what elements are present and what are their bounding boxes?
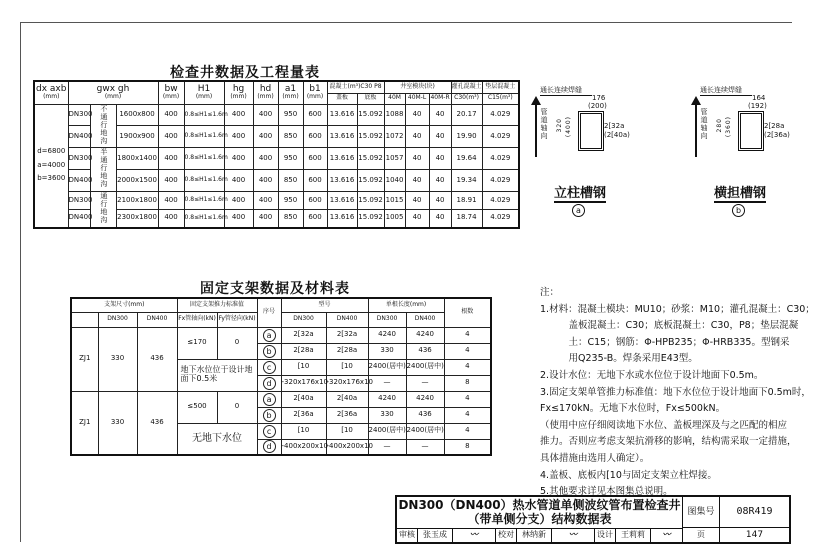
trench-type-text: 通行地沟: [99, 191, 108, 224]
m40l-cell: 40: [405, 170, 429, 192]
m40-cell: 1040: [384, 170, 405, 192]
header-bw: [158, 81, 184, 104]
support-dn400: 436: [137, 327, 177, 391]
header-fy: Fy管径向(kN): [217, 312, 257, 327]
checker-signature: 〰: [552, 528, 595, 542]
seq-mark: d: [263, 440, 276, 453]
unit: (mm): [282, 93, 299, 101]
c15-cell: 4.029: [482, 126, 519, 148]
length-dn300: 4240: [368, 391, 406, 407]
hg-cell: 400: [224, 104, 253, 126]
size-cell: 1800x1400: [116, 148, 158, 170]
seq-mark: c: [263, 361, 276, 374]
header-dn400: DN400: [137, 312, 177, 327]
support-dn400: 436: [137, 391, 177, 455]
length-dn400: 4240: [406, 391, 444, 407]
model-dn400: -400x200x10: [326, 439, 368, 455]
water-condition: 地下水位位于设计地面下0.5米: [177, 359, 257, 391]
seq-cell: [257, 343, 281, 359]
h1-cell: 0.8≤H1≤1.6m: [184, 209, 224, 227]
support-name: ZJ1: [71, 327, 98, 391]
channel-section-box: [738, 111, 764, 151]
length-dn400: 2400(居中): [406, 423, 444, 439]
reviewer-signature: 〰: [453, 528, 496, 542]
b1-cell: 600: [303, 148, 327, 170]
header-hg: [224, 81, 253, 104]
unit: (mm): [195, 93, 213, 101]
header-dn300: DN300: [98, 312, 137, 327]
axis-arrow-icon: [535, 102, 537, 157]
model-dn400: -320x176x10: [326, 375, 368, 391]
steel-spec-alt: (2[40a): [604, 131, 630, 139]
header-text: a1: [284, 83, 297, 94]
length-dn300: 330: [368, 343, 406, 359]
note-line: 5.其他要求详见本图集总说明。: [540, 486, 673, 498]
note-line: 土：C15；钢筋：Φ-HPB235；Φ-HRB335。型钢采: [540, 336, 790, 348]
model-dn300: 2[40a: [281, 391, 326, 407]
bottom-cell: 15.092: [357, 209, 384, 227]
a1-cell: 950: [278, 148, 303, 170]
dn-cell: DN400: [68, 170, 90, 192]
unit: (mm): [257, 93, 274, 101]
a1-cell: 950: [278, 104, 303, 126]
size-cell: 1900x900: [116, 126, 158, 148]
unit: (mm): [230, 93, 247, 101]
hg-cell: 400: [224, 209, 253, 227]
header-size: 支架尺寸(mm): [71, 298, 177, 312]
manhole-data-table: [33, 80, 520, 229]
section-mark: b: [732, 204, 745, 217]
cover-cell: 13.616: [327, 209, 357, 227]
seq-mark: c: [263, 425, 276, 438]
model-dn400: [10: [326, 423, 368, 439]
m40l-cell: 40: [405, 126, 429, 148]
hd-cell: 400: [253, 126, 278, 148]
frame-line: [20, 22, 792, 23]
bottom-cell: 15.092: [357, 104, 384, 126]
header-h1: [184, 81, 224, 104]
seq-mark: b: [263, 345, 276, 358]
seq-cell: [257, 359, 281, 375]
note-line: 用Q235-B。焊条采用E43型。: [540, 353, 698, 365]
c30-cell: 18.91: [451, 191, 482, 209]
cover-cell: 13.616: [327, 148, 357, 170]
length-dn300: 330: [368, 407, 406, 423]
support-name: ZJ1: [71, 391, 98, 455]
header-b1: [303, 81, 327, 104]
count: 4: [444, 423, 491, 439]
seq-mark: b: [263, 409, 276, 422]
dn-cell: DN400: [68, 126, 90, 148]
model-dn400: 2[32a: [326, 327, 368, 343]
header-model: 型号: [281, 298, 368, 312]
length-dn300: 2400(居中): [368, 359, 406, 375]
m40l-cell: 40: [405, 148, 429, 170]
unit: (mm): [43, 93, 60, 101]
seq-cell: [257, 407, 281, 423]
c30-cell: 19.90: [451, 126, 482, 148]
reviewer-name: 张玉成: [418, 528, 453, 542]
header-a1: [278, 81, 303, 104]
header-concrete: 混凝土(m³)C30 P8: [327, 81, 384, 93]
size-cell: 2300x1800: [116, 209, 158, 227]
signature-row: [397, 528, 683, 542]
m40-cell: 1005: [384, 209, 405, 227]
c30-cell: 20.17: [451, 104, 482, 126]
dn-cell: DN400: [68, 209, 90, 227]
length-dn400: 4240: [406, 327, 444, 343]
arrow-head-icon: [531, 96, 541, 105]
dimension: a=4000: [37, 160, 66, 169]
m40r-cell: 40: [429, 104, 451, 126]
bottom-cell: 15.092: [357, 170, 384, 192]
m40-cell: 1015: [384, 191, 405, 209]
axis-arrow-icon: [695, 102, 697, 157]
header-text: dx axb: [36, 83, 67, 94]
c30-cell: 19.64: [451, 148, 482, 170]
seq-mark: a: [263, 393, 276, 406]
dim-side: 280: [716, 118, 723, 133]
c30-cell: 19.34: [451, 170, 482, 192]
h1-cell: 0.8≤H1≤1.6m: [184, 191, 224, 209]
dn-cell: DN300: [68, 148, 90, 170]
seq-cell: [257, 375, 281, 391]
model-dn300: -320x176x10: [281, 375, 326, 391]
header-text: H1: [197, 83, 211, 94]
b1-cell: 600: [303, 191, 327, 209]
h1-cell: 0.8≤H1≤1.6m: [184, 126, 224, 148]
count: 4: [444, 359, 491, 375]
m40-cell: 1057: [384, 148, 405, 170]
length-dn400: —: [406, 439, 444, 455]
cover-cell: 13.616: [327, 191, 357, 209]
section-caption: 横担槽钢: [714, 182, 766, 203]
design-label: 设计: [595, 528, 616, 542]
axis-label: 管道轴向: [540, 108, 548, 140]
title-block: [395, 495, 791, 544]
count: 4: [444, 327, 491, 343]
m40-cell: 1088: [384, 104, 405, 126]
blank-header: [71, 312, 98, 327]
hd-cell: 400: [253, 104, 278, 126]
length-dn300: 2400(居中): [368, 423, 406, 439]
steel-spec: 2[32a: [604, 122, 625, 130]
trench-type: [90, 191, 116, 227]
a1-cell: 950: [278, 191, 303, 209]
note-line: 4.盖板、底板内[10与固定支架立柱焊接。: [540, 469, 717, 481]
m40r-cell: 40: [429, 126, 451, 148]
hd-cell: 400: [253, 209, 278, 227]
model-dn300: [10: [281, 423, 326, 439]
fy-value: 0: [217, 391, 257, 423]
hd-cell: 400: [253, 148, 278, 170]
header-cushion: 垫层混凝土: [482, 81, 519, 93]
designer-name: 王莉莉: [616, 528, 651, 542]
dim-side: 320: [556, 118, 563, 133]
model-dn400: 2[28a: [326, 343, 368, 359]
fx-value: ≤170: [177, 327, 217, 359]
header-cover: 盖板: [327, 93, 357, 104]
c30-cell: 18.74: [451, 209, 482, 227]
review-label: 审核: [397, 528, 418, 542]
m40l-cell: 40: [405, 209, 429, 227]
atlas-label: 图集号: [683, 497, 720, 528]
support-dn300: 330: [98, 327, 137, 391]
header-thrust: 固定支架推力标准值: [177, 298, 257, 312]
note-line: 盖板混凝土：C30；底板混凝土：C30，P8；垫层混凝: [540, 320, 799, 332]
m40r-cell: 40: [429, 191, 451, 209]
note-line: 具体措施由选用人确定）。: [540, 452, 650, 464]
seq-cell: [257, 391, 281, 407]
hd-cell: 400: [253, 170, 278, 192]
header-gwxgh: [68, 81, 158, 104]
m40r-cell: 40: [429, 209, 451, 227]
check-label: 校对: [496, 528, 517, 542]
c15-cell: 4.029: [482, 148, 519, 170]
length-dn300: —: [368, 375, 406, 391]
m40r-cell: 40: [429, 148, 451, 170]
header-text: hd: [259, 83, 272, 94]
dim-top: 176: [592, 94, 606, 102]
bottom-cell: 15.092: [357, 126, 384, 148]
model-dn300: -400x200x10: [281, 439, 326, 455]
model-dn300: 2[28a: [281, 343, 326, 359]
header-length-dn400: DN400: [406, 312, 444, 327]
bw-cell: 400: [158, 209, 184, 227]
h1-cell: 0.8≤H1≤1.6m: [184, 170, 224, 192]
model-dn300: [10: [281, 359, 326, 375]
model-dn300: 2[36a: [281, 407, 326, 423]
header-text: gwx gh: [96, 83, 130, 94]
b1-cell: 600: [303, 104, 327, 126]
count: 4: [444, 391, 491, 407]
unit: (mm): [104, 93, 122, 101]
frame-line: [20, 22, 21, 542]
trench-type: [90, 148, 116, 192]
table-row: [71, 327, 491, 343]
seq-cell: [257, 327, 281, 343]
header-fx: Fx管轴向(kN): [177, 312, 217, 327]
dim-top-alt: (200): [588, 102, 607, 110]
page-label: 页: [683, 528, 720, 542]
dim-side-alt: (360): [725, 116, 732, 138]
seq-cell: [257, 439, 281, 455]
top-table-title: 检查井数据及工程量表: [170, 65, 320, 81]
length-dn400: —: [406, 375, 444, 391]
header-text: hg: [232, 83, 245, 94]
table-row: [71, 391, 491, 407]
header-seq: 序号: [257, 298, 281, 327]
header-length-dn300: DN300: [368, 312, 406, 327]
note-line: 3.固定支架单管推力标准值：地下水位位于设计地面下0.5m时，: [540, 386, 811, 398]
b1-cell: 600: [303, 209, 327, 227]
section-b: [690, 80, 810, 220]
c15-cell: 4.029: [482, 191, 519, 209]
trench-type-text: 不通行地沟: [99, 104, 108, 145]
dim-side-alt: (400): [565, 116, 572, 138]
bottom-cell: 15.092: [357, 148, 384, 170]
note-line: 注：: [540, 287, 560, 298]
count: 4: [444, 407, 491, 423]
dim-top-alt: (192): [748, 102, 767, 110]
weld-label: 通长连续焊缝: [540, 85, 592, 96]
atlas-number: 08R419: [720, 497, 789, 528]
note-line: 1.材料：混凝土模块：MU10；砂浆：M10；灌孔混凝土：C30；: [540, 303, 815, 315]
h1-cell: 0.8≤H1≤1.6m: [184, 104, 224, 126]
bw-cell: 400: [158, 191, 184, 209]
steel-spec-alt: (2[36a): [764, 131, 790, 139]
header-grout-unit: C30(m³): [451, 93, 482, 104]
size-cell: 2000x1500: [116, 170, 158, 192]
seq-cell: [257, 423, 281, 439]
c15-cell: 4.029: [482, 209, 519, 227]
bw-cell: 400: [158, 126, 184, 148]
seq-mark: d: [263, 377, 276, 390]
length-dn400: 436: [406, 343, 444, 359]
dimension: b=3600: [37, 174, 66, 183]
header-hd: [253, 81, 278, 104]
header-bottom: 底板: [357, 93, 384, 104]
b1-cell: 600: [303, 170, 327, 192]
h1-cell: 0.8≤H1≤1.6m: [184, 148, 224, 170]
section-caption: 立柱槽钢: [554, 182, 606, 203]
dn-cell: DN300: [68, 191, 90, 209]
hg-cell: 400: [224, 126, 253, 148]
m40l-cell: 40: [405, 191, 429, 209]
header-40m: 40M: [384, 93, 405, 104]
length-dn300: —: [368, 439, 406, 455]
note-line: Fx≤170kN。无地下水位时，Fx≤500kN。: [540, 403, 726, 415]
table-row: [34, 191, 519, 209]
steel-spec: 2[28a: [764, 122, 785, 130]
header-grout: 灌孔混凝土: [451, 81, 482, 93]
table-row: [34, 104, 519, 126]
count: 4: [444, 343, 491, 359]
hd-cell: 400: [253, 191, 278, 209]
hg-cell: 400: [224, 170, 253, 192]
water-condition: 无地下水位: [177, 423, 257, 455]
note-line: （使用中应仔细阅读地下水位、盖板埋深及与之匹配的相应: [540, 419, 788, 431]
model-dn400: 2[36a: [326, 407, 368, 423]
header-text: bw: [164, 83, 178, 94]
model-dn400: [10: [326, 359, 368, 375]
header-blocks: 井室模块(块): [384, 81, 451, 93]
model-dn400: 2[40a: [326, 391, 368, 407]
section-a: [530, 80, 650, 220]
trench-type: [90, 104, 116, 148]
c15-cell: 4.029: [482, 170, 519, 192]
seq-mark: a: [263, 329, 276, 342]
fx-value: ≤500: [177, 391, 217, 423]
page-number: 147: [745, 530, 764, 540]
size-cell: 1600x800: [116, 104, 158, 126]
header-model-dn300: DN300: [281, 312, 326, 327]
dimension: d=6800: [37, 147, 66, 155]
size-cell: 2100x1800: [116, 191, 158, 209]
bw-cell: 400: [158, 148, 184, 170]
drawing-title-line2: （带单侧分支）结构数据表: [467, 512, 612, 526]
bottom-table-title: 固定支架数据及材料表: [200, 281, 350, 297]
dim-top: 164: [752, 94, 766, 102]
cover-cell: 13.616: [327, 126, 357, 148]
c15-cell: 4.029: [482, 104, 519, 126]
drawing-title-line1: DN300（DN400）热水管道单侧波纹管布置检查井: [398, 498, 681, 512]
arrow-head-icon: [691, 96, 701, 105]
a1-cell: 850: [278, 126, 303, 148]
axis-label: 管道轴向: [700, 108, 708, 140]
note-line: 推力。否则应考虑支架抗滑移的影响，结构需采取一定措施，: [540, 436, 797, 448]
cover-cell: 13.616: [327, 104, 357, 126]
trench-type-text: 半通行地沟: [99, 148, 108, 189]
support-dn300: 330: [98, 391, 137, 455]
support-material-table: [70, 297, 492, 456]
header-count: 根数: [444, 298, 491, 327]
designer-signature: 〰: [662, 530, 671, 539]
a1-cell: 850: [278, 209, 303, 227]
checker-name: 林纳新: [517, 528, 552, 542]
unit: (mm): [306, 93, 324, 101]
table-row: [34, 148, 519, 170]
count: 8: [444, 375, 491, 391]
b1-cell: 600: [303, 126, 327, 148]
count: 8: [444, 439, 491, 455]
a1-cell: 850: [278, 170, 303, 192]
length-dn400: 436: [406, 407, 444, 423]
header-40m-r: 40M-R: [429, 93, 451, 104]
weld-label: 通长连续焊缝: [700, 85, 752, 96]
length-dn300: 4240: [368, 327, 406, 343]
cover-cell: 13.616: [327, 170, 357, 192]
section-mark: a: [572, 204, 585, 217]
dimensions-cell: [34, 104, 68, 228]
hg-cell: 400: [224, 191, 253, 209]
notes: [540, 285, 815, 501]
bottom-cell: 15.092: [357, 191, 384, 209]
header-40m-l: 40M-L: [405, 93, 429, 104]
unit: (mm): [162, 93, 180, 101]
m40r-cell: 40: [429, 170, 451, 192]
note-line: 2.设计水位：无地下水或水位位于设计地面下0.5m。: [540, 369, 764, 381]
header-cushion-unit: C15(m³): [482, 93, 519, 104]
hg-cell: 400: [224, 148, 253, 170]
length-dn400: 2400(居中): [406, 359, 444, 375]
model-dn300: 2[32a: [281, 327, 326, 343]
channel-section-box: [578, 111, 604, 151]
bw-cell: 400: [158, 170, 184, 192]
header-dxaxb: [34, 81, 68, 104]
header-length: 单根长度(mm): [368, 298, 444, 312]
m40l-cell: 40: [405, 104, 429, 126]
bw-cell: 400: [158, 104, 184, 126]
m40-cell: 1072: [384, 126, 405, 148]
header-text: b1: [309, 83, 321, 94]
dn-cell: DN300: [68, 104, 90, 126]
fy-value: 0: [217, 327, 257, 359]
header-model-dn400: DN400: [326, 312, 368, 327]
